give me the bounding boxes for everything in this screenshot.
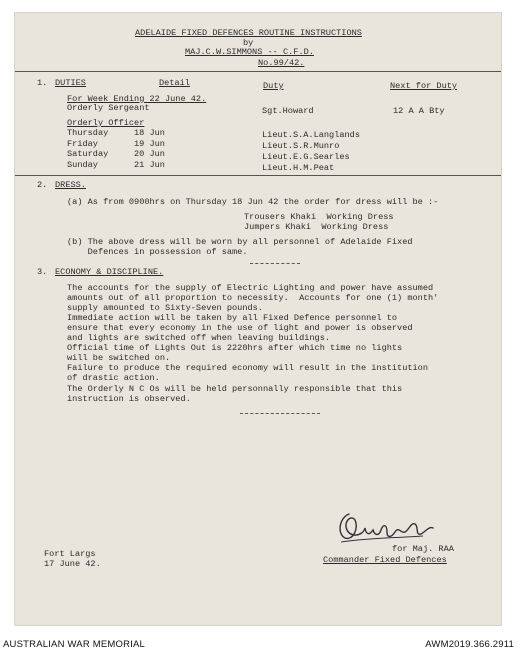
economy-line: Immediate action will be taken by all Fixed Defence personnel to xyxy=(67,313,398,323)
dress-item: Trousers Khaki Working Dress xyxy=(244,212,394,222)
section-1-number: 1. xyxy=(37,78,48,88)
officer-date: 21 Jun xyxy=(134,160,165,170)
header-rule xyxy=(15,71,501,72)
dress-clause-b: (b) The above dress will be worn by all personnel of Adelaide Fixed xyxy=(67,237,413,247)
economy-line: ensure that every economy in the use of light and power is observed xyxy=(67,323,413,333)
dress-clause-b-cont: Defences in possession of same. xyxy=(67,247,248,257)
officer-day: Saturday xyxy=(67,149,109,159)
officer-name: Lieut.H.M.Peat xyxy=(262,163,335,173)
footer-accession-number: AWM2019.366.2911 xyxy=(425,639,514,650)
officer-day: Friday xyxy=(67,139,98,149)
officer-name: Lieut.E.G.Searles xyxy=(262,152,350,162)
title-by: by xyxy=(243,38,254,48)
economy-line: Failure to produce the required economy will result in the institution xyxy=(67,363,428,373)
economy-line: The Orderly N C Os will be held personnally responsible that this xyxy=(67,384,403,394)
section-2-heading: DRESS. xyxy=(55,180,86,190)
week-ending: For Week Ending 22 June 42. xyxy=(67,94,207,104)
orderly-officer-label: Orderly Officer xyxy=(67,118,145,128)
economy-line: of drastic action. xyxy=(67,373,160,383)
column-detail: Detail xyxy=(159,78,190,88)
economy-line: instruction is observed. xyxy=(67,394,191,404)
economy-line: The accounts for the supply of Electric Lighting and power have assumed xyxy=(67,283,434,293)
officer-day: Thursday xyxy=(67,128,109,138)
commander-title: Commander Fixed Defences xyxy=(323,555,447,565)
section-divider xyxy=(250,263,300,264)
orderly-sergeant-name: Sgt.Howard xyxy=(262,106,314,116)
section-3-number: 3. xyxy=(37,267,48,277)
section-2-number: 2. xyxy=(37,180,48,190)
economy-line: and lights are switched off when leaving buildings. xyxy=(67,333,331,343)
officer-date: 20 Jun xyxy=(134,149,165,159)
place: Fort Largs xyxy=(44,549,96,559)
section-1-heading: DUTIES xyxy=(55,78,86,88)
dress-clause-a: (a) As from 0900hrs on Thursday 18 Jun 42 the order for dress will be :- xyxy=(67,197,439,207)
document-title: ADELAIDE FIXED DEFENCES ROUTINE INSTRUCTIONS xyxy=(135,28,362,38)
section-divider xyxy=(240,413,320,414)
next-for-duty-value: 12 A A Bty xyxy=(393,106,445,116)
column-duty: Duty xyxy=(263,81,284,91)
for-line: for Maj. RAA xyxy=(392,544,454,554)
section-rule xyxy=(15,175,501,176)
officer-date: 19 Jun xyxy=(134,139,165,149)
orderly-sergeant-label: Orderly Sergeant xyxy=(67,103,150,113)
officer-name: Lieut.S.R.Munro xyxy=(262,141,340,151)
author-line: MAJ.C.W.SIMMONS -- C.F.D. xyxy=(185,47,314,57)
instruction-number: No.99/42. xyxy=(258,58,305,68)
economy-line: will be switched on. xyxy=(67,353,171,363)
economy-line: amounts out of all proportion to necessity. Accounts for one (1) month' xyxy=(67,293,439,303)
column-next: Next for Duty xyxy=(390,81,458,91)
officer-day: Sunday xyxy=(67,160,98,170)
footer-credit: AUSTRALIAN WAR MEMORIAL xyxy=(3,639,146,650)
section-3-heading: ECONOMY & DISCIPLINE. xyxy=(55,267,164,277)
officer-date: 18 Jun xyxy=(134,128,165,138)
dress-item: Jumpers Khaki Working Dress xyxy=(244,222,389,232)
economy-line: Official time of Lights Out is 2220hrs after which time no lights xyxy=(67,343,403,353)
officer-name: Lieut.S.A.Langlands xyxy=(262,130,360,140)
issue-date: 17 June 42. xyxy=(44,559,101,569)
economy-line: supply amounted to Sixty-Seven pounds. xyxy=(67,303,263,313)
